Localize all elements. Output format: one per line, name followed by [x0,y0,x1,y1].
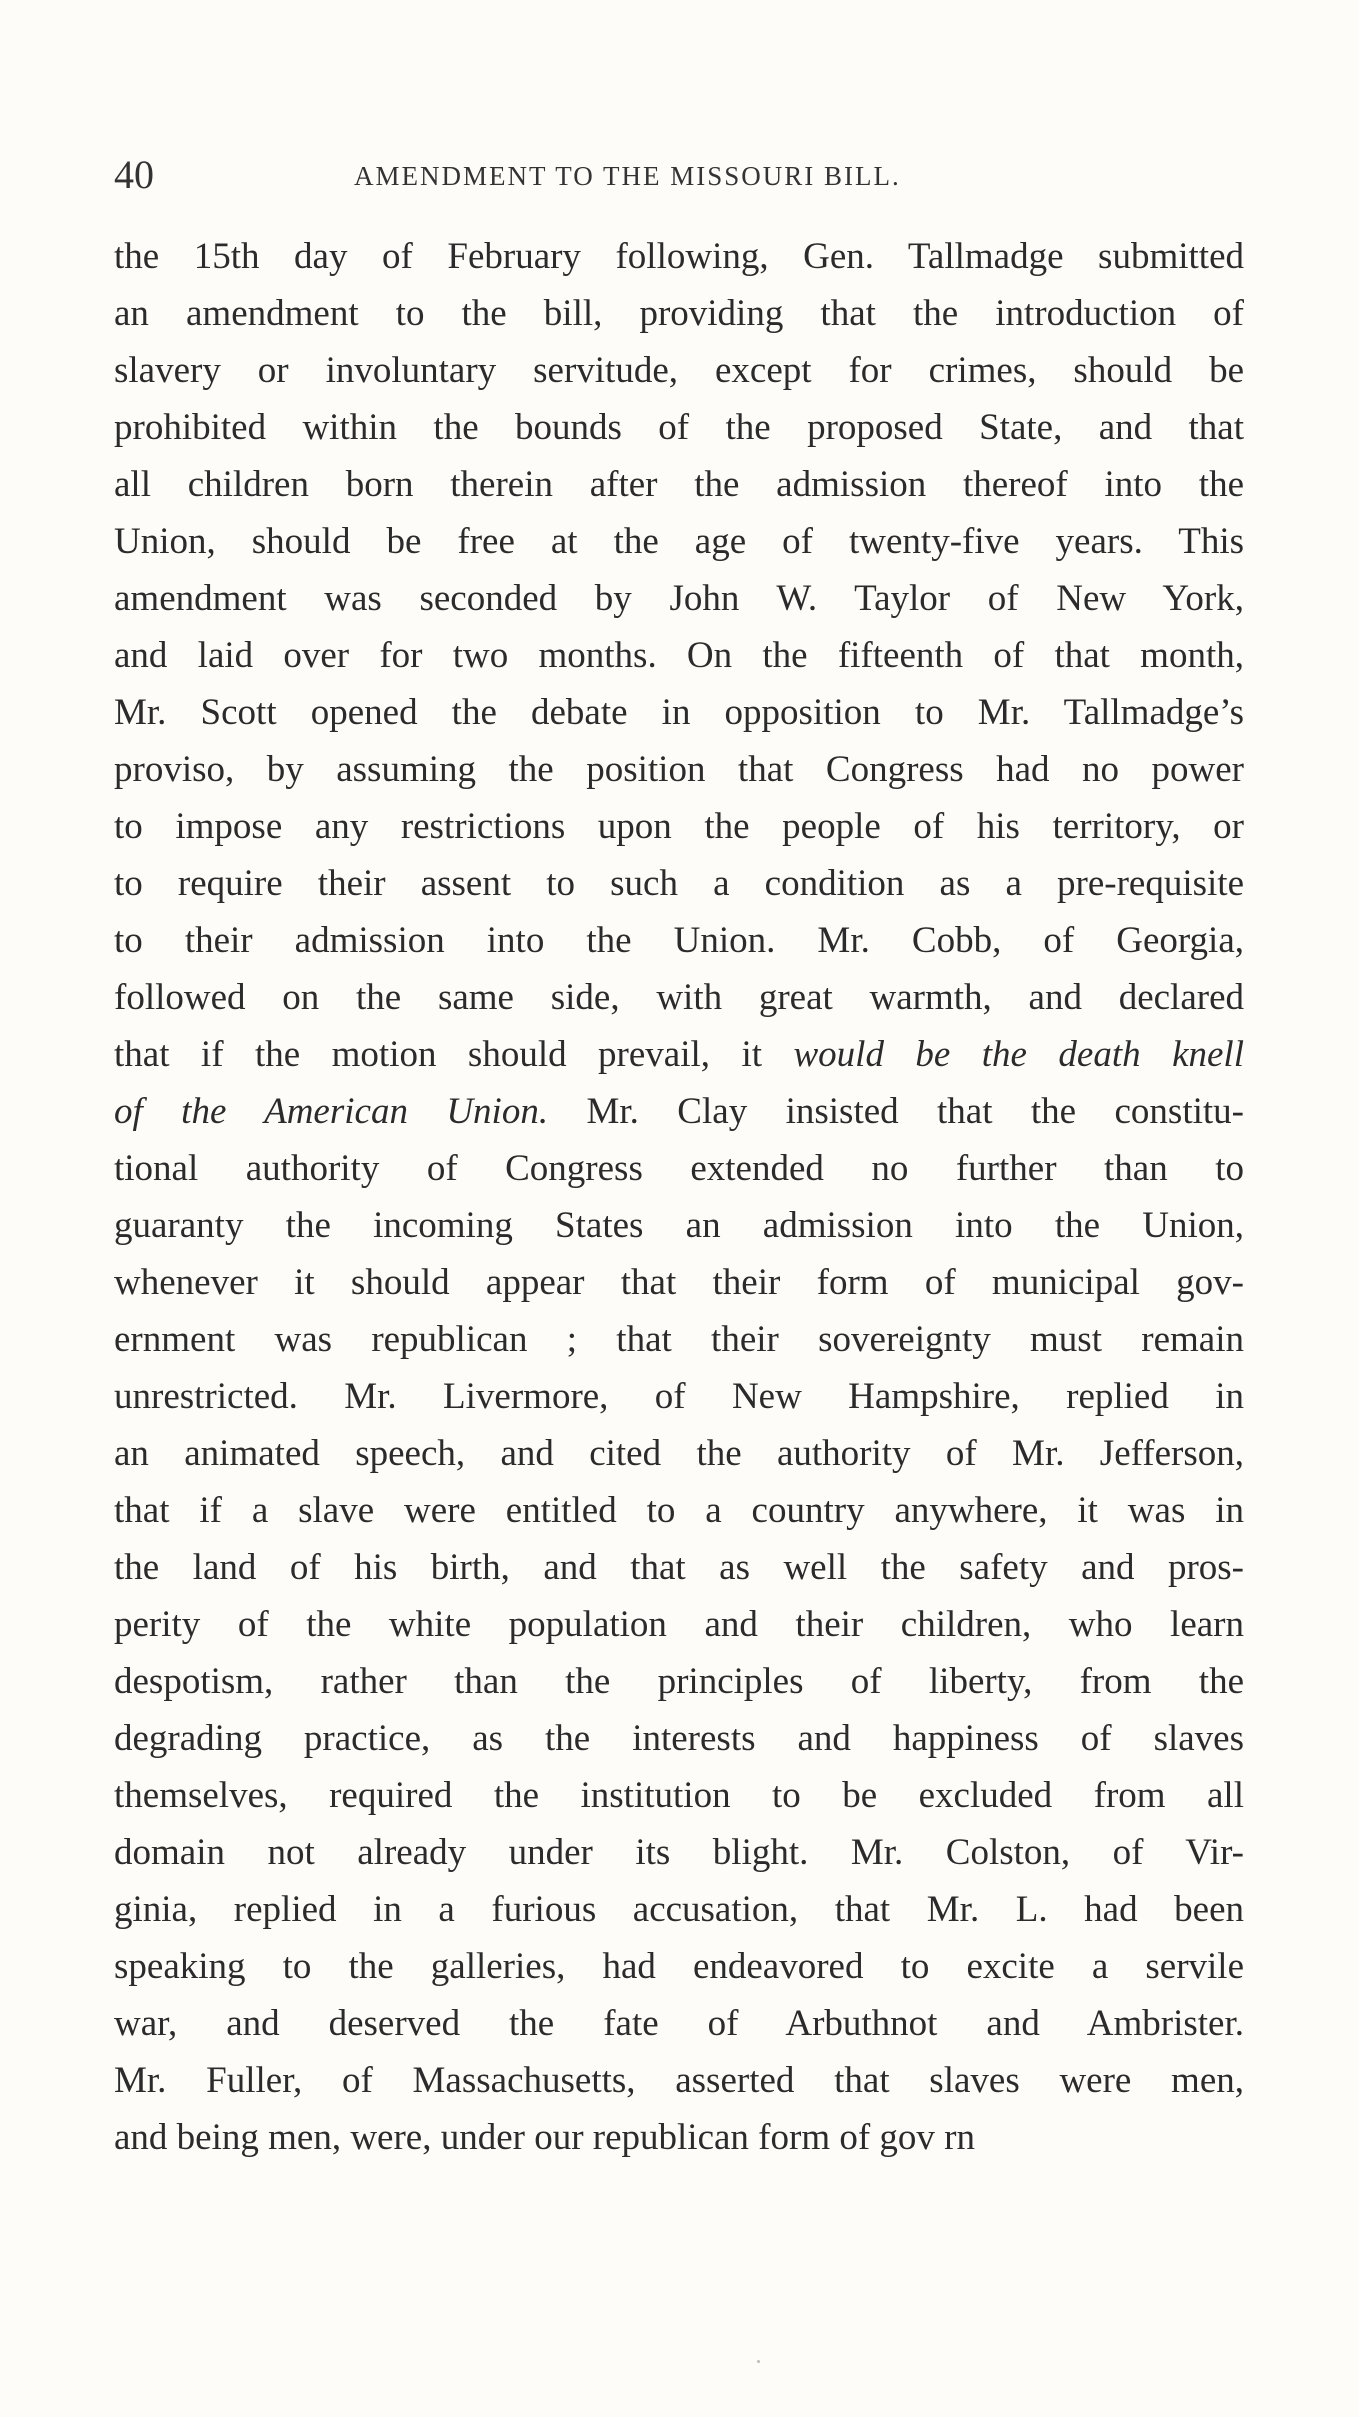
text-line: ernment was republican ; that their sovereignty must remain [114,1319,1244,1360]
text-line-italic-phrase [114,1026,1244,1083]
text-line: perity of the white population and their children, who learn [114,1604,1244,1645]
text-line: Union, should be free at the age of twenty-five years. This [114,521,1244,562]
text-line: an amendment to the bill, providing that the introduction of [114,293,1244,334]
text-line: an animated speech, and cited the authority of Mr. Jefferson, [114,1433,1244,1474]
text-line: followed on the same side, with great warmth, and declared [114,977,1244,1018]
text-line: the land of his birth, and that as well the safety and pros- [114,1547,1244,1588]
text-line: proviso, by assuming the position that Congress had no power [114,749,1244,790]
text-line: degrading practice, as the interests and happiness of slaves [114,1718,1244,1759]
text-fragment: that if the motion should prevail, it [114,1034,794,1075]
italic-phrase: would be the death knell [793,1034,1244,1075]
text-line: whenever it should appear that their form of municipal gov- [114,1262,1244,1303]
text-line: speaking to the galleries, had endeavored to excite a servile [114,1946,1244,1987]
text-line: guaranty the incoming States an admission into the Union, [114,1205,1244,1246]
text-fragment: Mr. Clay insisted that the constitu- [548,1091,1244,1132]
text-line: Mr. Scott opened the debate in opposition to Mr. Tallmadge’s [114,692,1244,733]
text-line: all children born therein after the admission thereof into the [114,464,1244,505]
body-text [114,228,1244,2166]
text-line: prohibited within the bounds of the proposed State, and that [114,407,1244,448]
text-line: ginia, replied in a furious accusation, that Mr. L. had been [114,1889,1244,1930]
text-line: tional authority of Congress extended no further than to [114,1148,1244,1189]
running-head [114,150,1244,200]
italic-phrase: of the American Union. [114,1091,549,1132]
text-line: themselves, required the institution to be excluded from all [114,1775,1244,1816]
text-line: despotism, rather than the principles of liberty, from the [114,1661,1244,1702]
text-line: and laid over for two months. On the fifteenth of that month, [114,635,1244,676]
text-line: that if a slave were entitled to a country anywhere, it was in [114,1490,1244,1531]
text-line: to impose any restrictions upon the people of his territory, or [114,806,1244,847]
text-line-last: and being men, were, under our republican form of gov rn [114,2117,975,2158]
text-line: war, and deserved the fate of Arbuthnot and Ambrister. [114,2003,1244,2044]
text-line: slavery or involuntary servitude, except for crimes, should be [114,350,1244,391]
text-line: Mr. Fuller, of Massachusetts, asserted that slaves were men, [114,2060,1244,2101]
text-line: the 15th day of February following, Gen. Tallmadge submitted [114,236,1244,277]
text-line: amendment was seconded by John W. Taylor of New York, [114,578,1244,619]
text-line: to require their assent to such a condition as a pre-requisite [114,863,1244,904]
ink-speck [757,2360,760,2363]
text-line: domain not already under its blight. Mr. Colston, of Vir- [114,1832,1244,1873]
running-title: AMENDMENT TO THE MISSOURI BILL. [354,161,901,191]
text-line-italic-phrase [114,1083,1244,1140]
text-line: unrestricted. Mr. Livermore, of New Hampshire, replied in [114,1376,1244,1417]
text-line: to their admission into the Union. Mr. Cobb, of Georgia, [114,920,1244,961]
page-number: 40 [114,152,154,197]
